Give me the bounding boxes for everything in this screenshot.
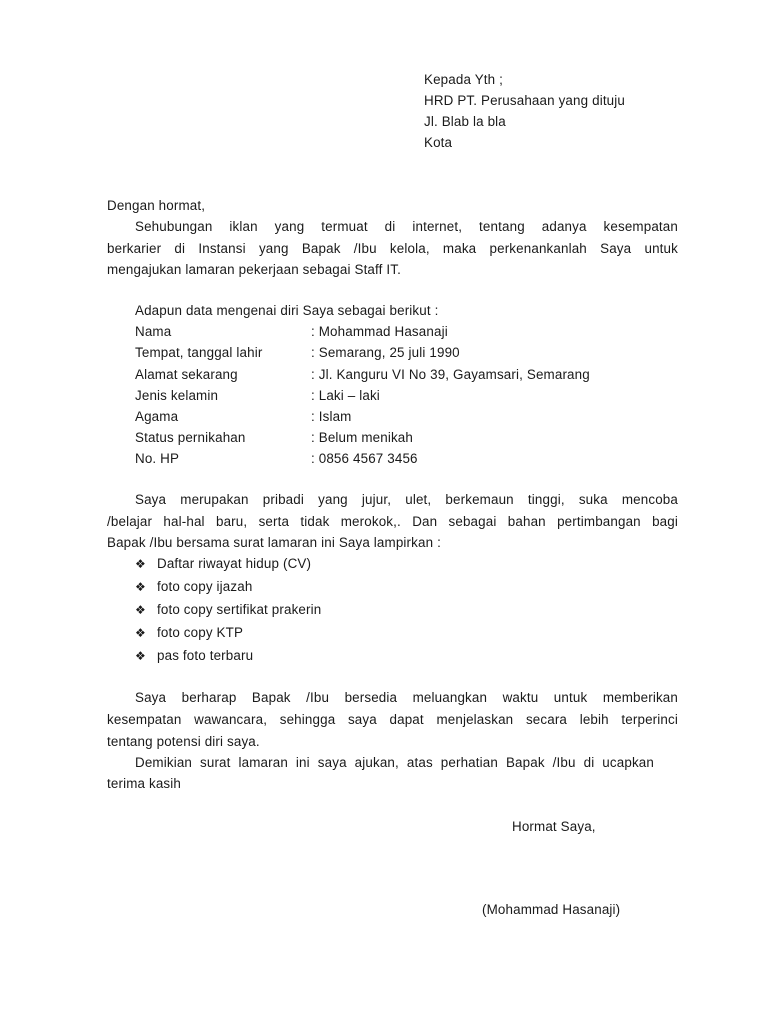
- list-item-label: Daftar riwayat hidup (CV): [157, 556, 312, 571]
- recipient-line: HRD PT. Perusahaan yang dituju: [424, 93, 626, 108]
- paragraph-line: Demikian surat lamaran ini saya ajukan, atas perhatian Bapak /Ibu di ucapkan: [135, 755, 654, 770]
- diamond-bullet-icon: ❖: [135, 580, 146, 594]
- field-label: Tempat, tanggal lahir: [135, 345, 263, 360]
- field-value: : Islam: [311, 409, 352, 424]
- field-label: Jenis kelamin: [135, 388, 219, 403]
- paragraph-line: kesempatan wawancara, sehingga saya dapat menjelaskan secara lebih terperinci: [107, 712, 678, 727]
- list-item-label: foto copy ijazah: [157, 579, 253, 594]
- paragraph-line: berkarier di Instansi yang Bapak /Ibu kelola, maka perkenankanlah Saya untuk: [107, 241, 678, 256]
- paragraph-line: terima kasih: [107, 776, 181, 791]
- signature-name: (Mohammad Hasanaji): [482, 902, 621, 917]
- list-item-label: pas foto terbaru: [157, 648, 254, 663]
- recipient-line: Kota: [424, 135, 453, 150]
- field-value: : Belum menikah: [311, 430, 413, 445]
- list-item: [135, 601, 321, 619]
- field-value: : 0856 4567 3456: [311, 451, 418, 466]
- list-item-label: foto copy KTP: [157, 625, 244, 640]
- field-label: Alamat sekarang: [135, 367, 238, 382]
- closing-salutation: Hormat Saya,: [512, 819, 596, 834]
- field-label: Agama: [135, 409, 179, 424]
- greeting: Dengan hormat,: [107, 198, 206, 213]
- field-value: : Laki – laki: [311, 388, 380, 403]
- list-item: [135, 624, 243, 642]
- field-label: No. HP: [135, 451, 180, 466]
- list-item: [135, 555, 311, 573]
- paragraph-line: Saya merupakan pribadi yang jujur, ulet, berkemaun tinggi, suka mencoba: [135, 492, 678, 507]
- paragraph-line: mengajukan lamaran pekerjaan sebagai Staff IT.: [107, 262, 401, 277]
- recipient-line: Jl. Blab la bla: [424, 114, 506, 129]
- paragraph-line: Saya berharap Bapak /Ibu bersedia meluangkan waktu untuk memberikan: [135, 690, 678, 705]
- paragraph-line: tentang potensi diri saya.: [107, 734, 260, 749]
- diamond-bullet-icon: ❖: [135, 649, 146, 663]
- list-item: [135, 578, 252, 596]
- field-label: Status pernikahan: [135, 430, 246, 445]
- field-value: : Jl. Kanguru VI No 39, Gayamsari, Semarang: [311, 367, 590, 382]
- paragraph-line: Sehubungan iklan yang termuat di internet, tentang adanya kesempatan: [135, 219, 678, 234]
- field-value: : Mohammad Hasanaji: [311, 324, 448, 339]
- diamond-bullet-icon: ❖: [135, 557, 146, 571]
- data-intro: Adapun data mengenai diri Saya sebagai berikut :: [135, 303, 439, 318]
- paragraph-line: Bapak /Ibu bersama surat lamaran ini Saya lampirkan :: [107, 535, 441, 550]
- diamond-bullet-icon: ❖: [135, 626, 146, 640]
- list-item: [135, 647, 253, 665]
- list-item-label: foto copy sertifikat prakerin: [157, 602, 322, 617]
- recipient-line: Kepada Yth ;: [424, 72, 503, 87]
- paragraph-line: /belajar hal-hal baru, serta tidak merokok,. Dan sebagai bahan pertimbangan bagi: [107, 514, 678, 529]
- diamond-bullet-icon: ❖: [135, 603, 146, 617]
- field-label: Nama: [135, 324, 172, 339]
- field-value: : Semarang, 25 juli 1990: [311, 345, 460, 360]
